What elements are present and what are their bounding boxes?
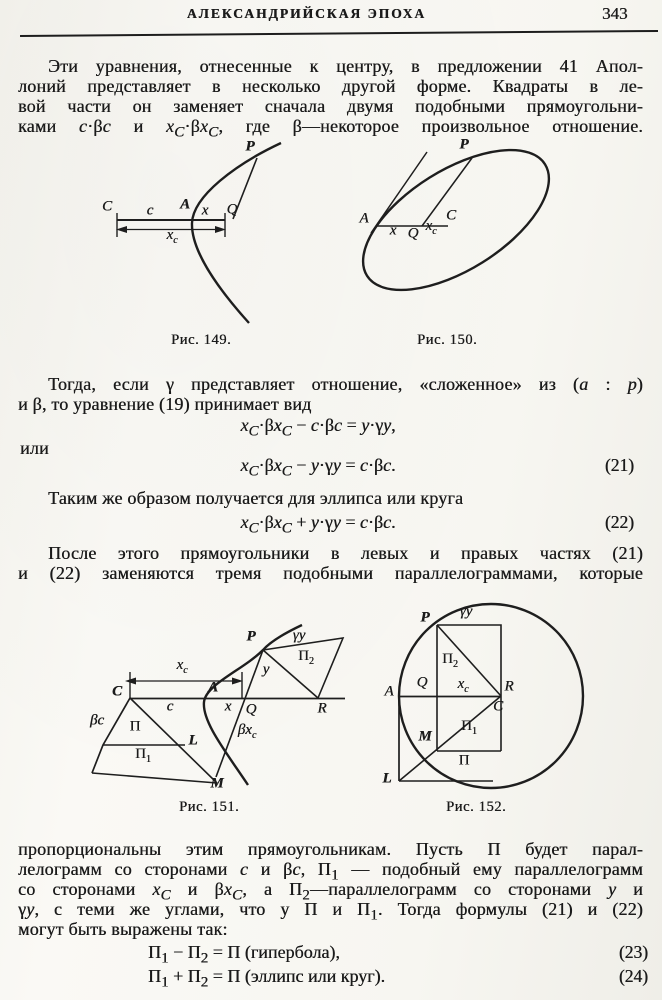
figure-152-caption: Рис. 152. bbox=[446, 799, 507, 815]
fig151-label-Q: Q bbox=[245, 701, 257, 718]
equation-number: (23) bbox=[618, 942, 648, 962]
fig149-label-Q: Q bbox=[226, 201, 238, 218]
fig151-label-x: x bbox=[224, 698, 232, 715]
fig151-label-xc: $x_c$ bbox=[176, 657, 188, 676]
paragraph-3 bbox=[18, 488, 643, 508]
text-line: лелограмм со сторонами c и βc, $П_1$ — подобный ему параллелограмм bbox=[18, 859, 643, 884]
fig152-label-Pi2: $П_2$ bbox=[442, 651, 458, 670]
fig152-label-xc: $x_c$ bbox=[457, 676, 469, 695]
paragraph-5 bbox=[18, 839, 643, 939]
text-line: γy, с теми же углами, что у П и $П_1$. Тогда формулы (21) и (22) bbox=[18, 899, 643, 924]
fig149-label-xc: $x_c$ bbox=[166, 227, 178, 246]
equation-21 bbox=[18, 454, 634, 480]
figure-150-caption: Рис. 150. bbox=[417, 332, 478, 348]
fig152-label-gamma-y: γy bbox=[459, 603, 473, 620]
figure-151-caption: Рис. 151. bbox=[179, 799, 240, 815]
text-line: со сторонами $x_C$ и $\beta x_C$, а $П_2—параллелограмм$ со сторонами y и bbox=[18, 879, 644, 904]
fig149-label-x: x bbox=[201, 202, 209, 219]
equation-body: $П_1 + П_2 = П$ (эллипс или круг). bbox=[148, 966, 386, 991]
text-line: Таким же образом получается для эллипса или круга bbox=[48, 488, 464, 508]
fig150-tangent-line bbox=[371, 152, 427, 233]
equation-22 bbox=[18, 511, 634, 537]
fig152-label-Q: Q bbox=[416, 674, 428, 691]
fig152-label-C: C bbox=[492, 698, 504, 715]
page-number: 343 bbox=[602, 4, 628, 23]
fig151-label-Pi: П bbox=[129, 718, 141, 735]
fig150-label-xc: $x_c$ bbox=[425, 218, 437, 237]
fig151-label-C: C bbox=[111, 683, 123, 700]
fig151-label-c: c bbox=[166, 698, 174, 715]
equation-23 bbox=[18, 941, 648, 967]
figure-149-drawing bbox=[100, 138, 290, 330]
figure-149-caption: Рис. 149. bbox=[171, 332, 232, 348]
fig150-label-A: A bbox=[359, 210, 369, 227]
header-rule bbox=[20, 30, 658, 37]
fig151-label-Pi1: $П_1$ bbox=[135, 746, 151, 765]
fig150-label-x: x bbox=[389, 222, 397, 239]
fig150-label-C: C bbox=[445, 207, 457, 224]
fig151-label-gamma-y: γy bbox=[292, 627, 306, 644]
figure-149 bbox=[100, 138, 290, 330]
fig151-bottom-side bbox=[92, 773, 217, 783]
figure-150 bbox=[355, 138, 565, 294]
paragraph-2 bbox=[18, 374, 643, 414]
fig152-label-Pi1: $П_1$ bbox=[461, 718, 477, 737]
equation-body: $x_C\cdot\beta x_C + y\cdot\gamma y = c\cdot\beta c$. bbox=[240, 512, 396, 537]
fig151-label-beta-xc: $\beta x_c$ bbox=[237, 722, 257, 741]
equation-number: (22) bbox=[604, 512, 634, 532]
fig151-label-y: y bbox=[262, 661, 270, 678]
fig152-label-L: L bbox=[382, 770, 392, 787]
fig151-left-side bbox=[89, 698, 130, 773]
fig150-label-Q: Q bbox=[407, 225, 419, 242]
figure-150-drawing bbox=[355, 138, 565, 294]
text-line: и β, то уравнение (19) принимает вид bbox=[18, 394, 312, 414]
equation-number: (24) bbox=[618, 966, 648, 986]
fig152-label-Pi: П bbox=[458, 752, 470, 769]
paragraph-4 bbox=[18, 543, 643, 583]
figure-152 bbox=[380, 600, 595, 792]
fig151-label-M: M bbox=[210, 775, 224, 792]
equation-body: $x_C\cdot\beta x_C - y\cdot\gamma y = c\cdot\beta c$. bbox=[240, 455, 396, 480]
text-line: Тогда, если γ представляет отношение, «сложенное» из (a : p) bbox=[48, 374, 643, 394]
text-line: После этого прямоугольники в левых и правых частях (21) bbox=[48, 543, 643, 563]
fig151-label-Pi2: $П_2$ bbox=[298, 648, 314, 667]
equation-unnumbered bbox=[18, 414, 634, 440]
equation-number: (21) bbox=[604, 455, 634, 475]
fig151-label-R: R bbox=[317, 700, 327, 717]
page-header-title: АЛЕКСАНДРИЙСКАЯ ЭПОХА bbox=[186, 6, 427, 21]
fig150-label-P: P bbox=[459, 136, 469, 153]
text-line: ками c·βc и $x_C\cdot\beta x_C$, где β—некоторое произвольное отношение. bbox=[18, 116, 643, 141]
fig149-label-P: P bbox=[245, 138, 255, 155]
fig152-label-M: M bbox=[418, 728, 432, 745]
equation-24 bbox=[18, 965, 648, 991]
text-line: Эти уравнения, отнесенные к центру, в предложении 41 Апол- bbox=[48, 56, 643, 76]
fig151-label-beta-c: βc bbox=[89, 712, 105, 729]
text-line: лоний представляет в несколько другой форме. Квадраты в ле- bbox=[18, 76, 643, 96]
fig151-label-L: L bbox=[188, 732, 198, 749]
fig149-hyperbola-curve bbox=[192, 143, 281, 323]
fig152-diagonal-CL bbox=[399, 696, 504, 781]
fig152-label-A: A bbox=[384, 683, 394, 700]
equation-body: $П_1 - П_2 = П$ (гипербола), bbox=[148, 942, 340, 967]
fig149-label-A: A bbox=[179, 196, 191, 213]
paragraph-1 bbox=[18, 56, 643, 141]
figure-151 bbox=[90, 615, 362, 795]
fig149-label-c: c bbox=[146, 202, 154, 219]
text-line: вой части он заменяет сначала двумя подобными прямоугольни- bbox=[18, 96, 643, 116]
fig152-label-P: P bbox=[420, 609, 430, 626]
text-line: пропорциональны этим прямоугольникам. Пусть П будет парал- bbox=[18, 839, 643, 859]
fig151-label-P: P bbox=[246, 628, 256, 645]
text-line: и (22) заменяются тремя подобными параллелограммами, которые bbox=[18, 563, 643, 583]
figure-152-drawing bbox=[380, 600, 595, 792]
fig151-label-A: A bbox=[207, 679, 219, 696]
or-word: или bbox=[20, 438, 49, 458]
fig149-label-C: C bbox=[101, 198, 113, 215]
text-line: могут быть выражены так: bbox=[18, 919, 228, 939]
equation-body: $x_C\cdot\beta x_C - c\cdot\beta c = y\cdot\gamma y$, bbox=[240, 415, 396, 440]
fig152-label-R: R bbox=[504, 678, 514, 695]
